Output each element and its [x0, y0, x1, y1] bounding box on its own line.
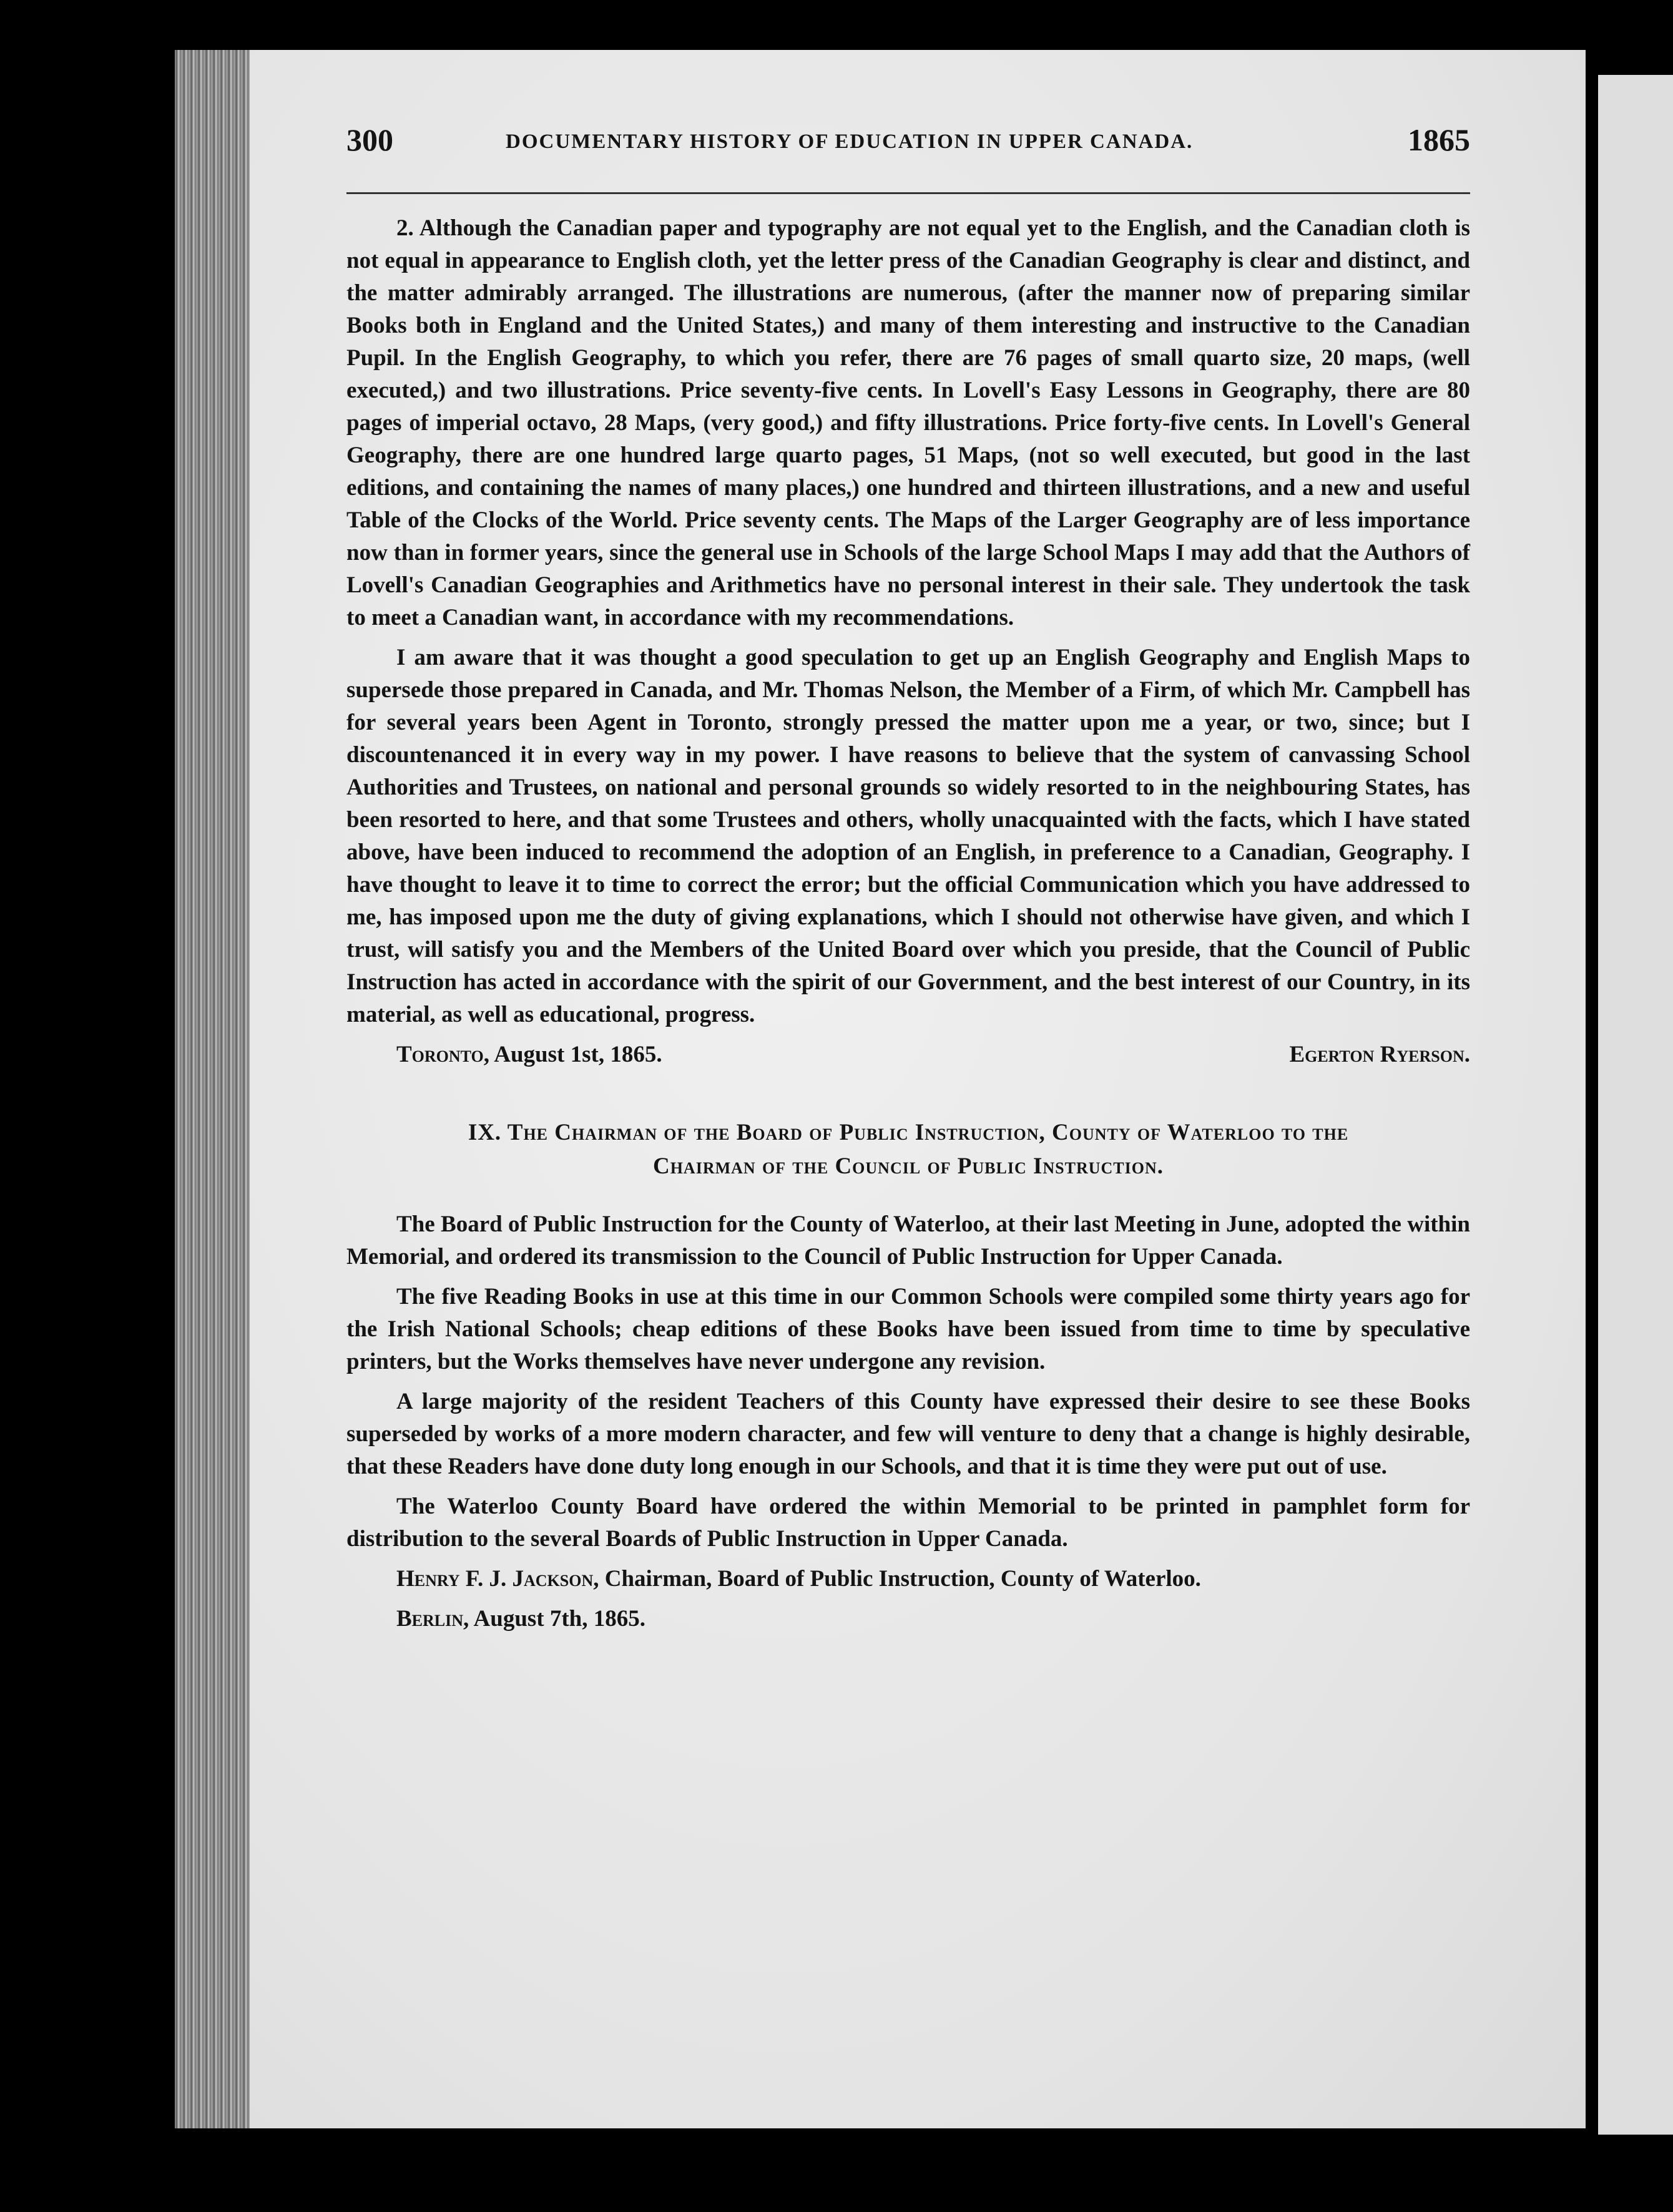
page-body — [346, 212, 1470, 1643]
page-stack-edge — [175, 50, 250, 2128]
signature-date-line — [396, 1039, 662, 1071]
signature-place: Toronto, — [396, 1042, 490, 1067]
section-paragraph: The five Reading Books in use at this time in our Common Schools were compiled some thirty years ago for the Irish National Schools; cheap editions of these Books have been issued from time to time by speculative printers, but the Works themselves have never undergone any revision. — [346, 1284, 1470, 1374]
closing-title: Chairman, Board of Public Instruction, County of Waterloo. — [604, 1566, 1201, 1592]
section-paragraph: The Waterloo County Board have ordered the within Memorial to be printed in pamphlet form for distribution to the several Boards of Public Instruction in Upper Canada. — [346, 1494, 1470, 1552]
body-paragraph: I am aware that it was thought a good speculation to get up an English Geography and English Maps to supersede those prepared in Canada, and Mr. Thomas Nelson, the Member of a Firm, of which Mr. Campbell has for several years been Agent in Toronto, strongly pressed the matter upon me a year, or two, since; but I discountenanced it in every way in my power. I have reasons to believe that the system of canvassing School Authorities and Trustees, on national and personal grounds so widely resorted to in the neighbouring States, has been resorted to here, and that some Trustees and others, wholly unacquainted with the facts, which I have stated above, have been induced to recommend the adoption of an English, in preference to a Canadian, Geography. I have thought to leave it to time to correct the error; but the official Communication which you have addressed to me, has imposed upon me the duty of giving explanations, which I should not otherwise have given, and which I trust, will satisfy you and the Members of the United Board over which you preside, that the Council of Public Instruction has acted in accordance with the spirit of our Government, and the best interest of our Country, in its material, as well as educational, progress. — [346, 645, 1470, 1027]
section-heading — [346, 1116, 1470, 1183]
section-heading-line-2: Chairman of the Council of Public Instruction. — [652, 1153, 1164, 1179]
running-title: DOCUMENTARY HISTORY OF EDUCATION IN UPPER CANADA. — [506, 130, 1194, 153]
section-paragraph: The Board of Public Instruction for the County of Waterloo, at their last Meeting in June, adopted the within Memorial, and ordered its transmission to the Council of Public Instruction for Upper Canada. — [346, 1211, 1470, 1270]
header-year: 1865 — [1408, 122, 1470, 157]
signature-name: Egerton Ryerson. — [1289, 1042, 1470, 1067]
running-header — [346, 122, 1470, 165]
page-number: 300 — [346, 122, 393, 157]
signature-date: August 1st, 1865. — [494, 1042, 662, 1067]
section-paragraph: A large majority of the resident Teachers of this County have expressed their desire to see these Books superseded by works of a more modern character, and few will venture to deny that a change is highly desirable, that these Readers have done duty long enough in our Schools, and that it is time they were put out of use. — [346, 1389, 1470, 1479]
header-rule — [346, 192, 1470, 194]
signature-block — [346, 1039, 1470, 1071]
closing-name: Henry F. J. Jackson, — [396, 1566, 599, 1592]
facing-page-edge — [1598, 75, 1673, 2135]
closing-signature — [346, 1563, 1470, 1595]
section-heading-line-1: IX. The Chairman of the Board of Public Instruction, County of Waterloo to the — [468, 1120, 1349, 1145]
dateline-date: August 7th, 1865. — [473, 1606, 646, 1632]
body-paragraph: 2. Although the Canadian paper and typography are not equal yet to the English, and the Canadian cloth is not equal in appearance to English cloth, yet the letter press of the Canadian Geography is clear and distinct, and the matter admirably arranged. The illustrations are numerous, (after the manner now of preparing similar Books both in England and the United States,) and many of them interesting and instructive to the Canadian Pupil. In the English Geography, to which you refer, there are 76 pages of small quarto size, 20 maps, (well executed,) and two illustrations. Price seventy-five cents. In Lovell's Easy Lessons in Geography, there are 80 pages of imperial octavo, 28 Maps, (very good,) and fifty illustrations. Price forty-five cents. In Lovell's General Geography, there are one hundred large quarto pages, 51 Maps, (not so well executed, but good in the last editions, and containing the names of many places,) one hundred and thirteen illustrations, and a new and useful Table of the Clocks of the World. Price seventy cents. The Maps of the Larger Geography are of less importance now than in former years, since the general use in Schools of the large School Maps I may add that the Authors of Lovell's Canadian Geographies and Arithmetics have no personal interest in their sale. They undertook the task to meet a Canadian want, in accordance with my recommendations. — [346, 215, 1470, 630]
closing-dateline — [346, 1603, 1470, 1635]
dateline-place: Berlin, — [396, 1606, 469, 1632]
book-page — [250, 50, 1586, 2128]
